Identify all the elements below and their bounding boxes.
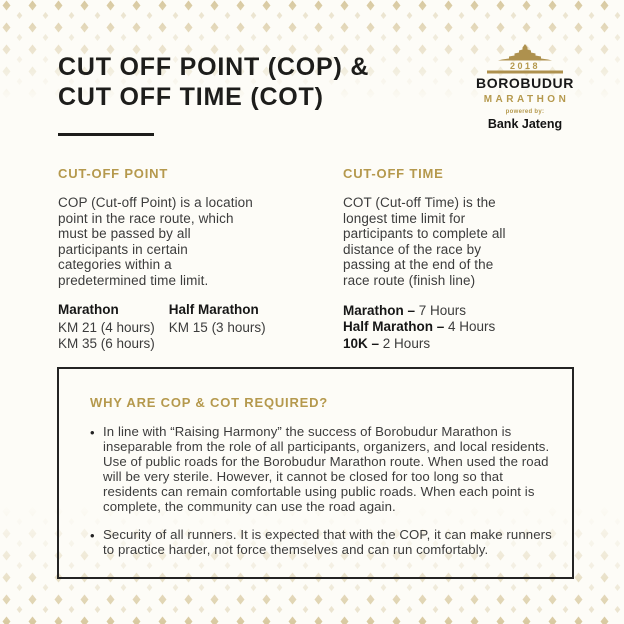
list-item (90, 528, 554, 558)
logo-name: BOROBUDUR (476, 75, 574, 91)
cop-group-line: KM 35 (6 hours) (58, 335, 155, 351)
why-required-box (57, 367, 574, 579)
cot-limit-10k (343, 336, 563, 353)
cot-heading: CUT-OFF TIME (343, 166, 444, 181)
cop-group-label: Half Marathon (168, 301, 259, 317)
cot-limit-value: 7 Hours (418, 302, 467, 318)
bullet-icon: • (90, 528, 95, 544)
cot-limit-label: 10K – (343, 336, 380, 352)
cot-body-text: COT (Cut-off Time) is the longest time limit for participants to complete all distance of the race by passing at the end of the race route (finish line) (343, 195, 506, 288)
cot-limit-half-marathon (343, 319, 563, 336)
list-item (90, 425, 554, 514)
cot-limit-value: 4 Hours (448, 319, 496, 335)
page-title (58, 52, 369, 112)
cop-group-line: KM 15 (3 hours) (168, 319, 266, 335)
cot-limit-label: Half Marathon – (343, 319, 445, 335)
cop-groups (58, 302, 273, 352)
cot-limits (343, 303, 563, 353)
cot-limit-marathon (343, 303, 563, 320)
why-bullet-text: Security of all runners. It is expected that with the COP, it can make runners to practice harder, not force themselves and can run comfortably. (103, 527, 552, 558)
why-bullet-text: In line with “Raising Harmony” the success of Borobudur Marathon is inseparable from the role of all participants, organizers, and local residents. Use of public roads for the Borobudur Marathon route. When used the road will be very sterile. However, it cannot be closed for too long so that residents can remain comfortable using public roads. When each point is complete, the community can use the road again. (103, 424, 550, 514)
logo-sponsor: Bank Jateng (487, 117, 563, 131)
cot-limit-value: 2 Hours (382, 336, 431, 352)
logo-subname: MARATHON (483, 94, 570, 105)
cot-limit-label: Marathon – (343, 302, 416, 318)
cop-group-label: Marathon (58, 301, 119, 317)
cop-body-text: COP (Cut-off Point) is a location point in the race route, which must be passed by all participants in certain categories within a predetermined time limit. (58, 195, 253, 288)
cop-heading: CUT-OFF POINT (58, 166, 169, 181)
why-box-bullet-list (90, 425, 554, 558)
borobudur-marathon-logo (473, 44, 577, 131)
why-box-heading: WHY ARE COP & COT REQUIRED? (90, 395, 329, 410)
section-cut-off-point (58, 166, 273, 352)
temple-icon (482, 44, 568, 74)
cop-group-half-marathon (169, 302, 266, 352)
title-underline-rule (58, 133, 154, 136)
cop-group-marathon (58, 302, 155, 352)
page-title-line1: CUT OFF POINT (COP) & (58, 53, 370, 81)
logo-powered-by: powered by: (505, 109, 545, 115)
section-cut-off-time (343, 166, 563, 353)
cop-group-line: KM 21 (4 hours) (58, 319, 155, 335)
page-title-line2: CUT OFF TIME (COT) (58, 83, 324, 111)
bullet-icon: • (90, 425, 95, 440)
logo-year: 2018 (509, 61, 541, 71)
